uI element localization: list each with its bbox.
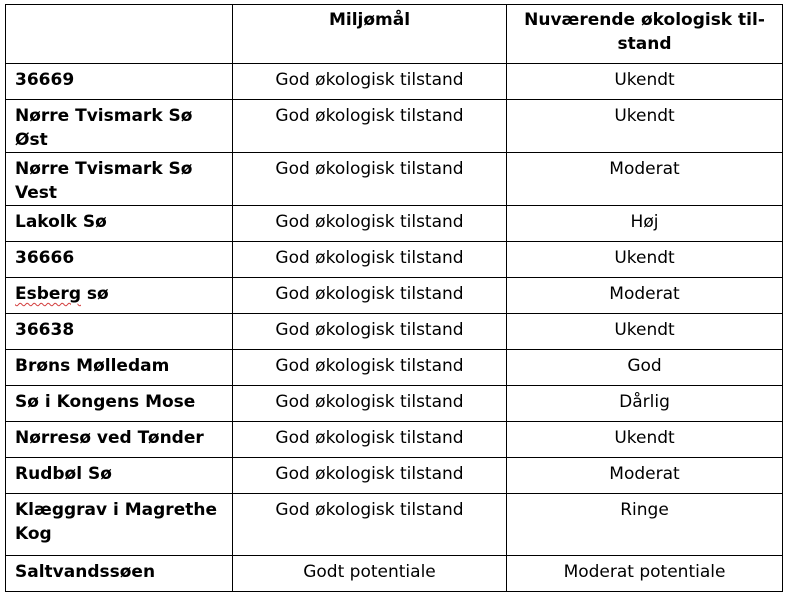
spellcheck-flagged-word: Esberg bbox=[15, 284, 81, 304]
ecological-status: God bbox=[507, 350, 783, 386]
header-name bbox=[6, 5, 233, 64]
table-row bbox=[6, 386, 783, 422]
lake-name: Sø i Kongens Mose bbox=[6, 386, 233, 422]
ecological-status: Moderat potentiale bbox=[507, 556, 783, 592]
lake-name: 36638 bbox=[6, 314, 233, 350]
table-row bbox=[6, 153, 783, 206]
environment-goal: Godt potentiale bbox=[233, 556, 507, 592]
ecological-status: Høj bbox=[507, 206, 783, 242]
environment-goal: God økologisk tilstand bbox=[233, 386, 507, 422]
lake-name: 36666 bbox=[6, 242, 233, 278]
table-row bbox=[6, 64, 783, 100]
table-row bbox=[6, 278, 783, 314]
lake-name: Nørre Tvismark Sø Øst bbox=[6, 100, 233, 153]
ecological-status: Dårlig bbox=[507, 386, 783, 422]
ecological-status: Ukendt bbox=[507, 422, 783, 458]
lake-name: Lakolk Sø bbox=[6, 206, 233, 242]
environment-goal: God økologisk tilstand bbox=[233, 494, 507, 556]
environment-goal: God økologisk tilstand bbox=[233, 350, 507, 386]
table-row bbox=[6, 458, 783, 494]
lake-name: Brøns Mølledam bbox=[6, 350, 233, 386]
table-row bbox=[6, 242, 783, 278]
environment-goal: God økologisk tilstand bbox=[233, 278, 507, 314]
table-row bbox=[6, 494, 783, 556]
lake-name: Nørresø ved Tønder bbox=[6, 422, 233, 458]
table-row bbox=[6, 314, 783, 350]
environment-goal: God økologisk tilstand bbox=[233, 100, 507, 153]
lake-name: Saltvandssøen bbox=[6, 556, 233, 592]
environment-goal: God økologisk tilstand bbox=[233, 314, 507, 350]
environment-goal: God økologisk tilstand bbox=[233, 458, 507, 494]
table-row bbox=[6, 556, 783, 592]
environment-goal: God økologisk tilstand bbox=[233, 242, 507, 278]
ecological-status: Ukendt bbox=[507, 314, 783, 350]
lake-name-rest: sø bbox=[80, 284, 109, 304]
header-status: Nuværende økologisk til-stand bbox=[507, 5, 783, 64]
environment-goal: God økologisk tilstand bbox=[233, 422, 507, 458]
ecological-status: Ukendt bbox=[507, 242, 783, 278]
lake-status-table bbox=[5, 4, 783, 592]
table-row bbox=[6, 100, 783, 153]
lake-name: Klæggrav i Magrethe Kog bbox=[6, 494, 233, 556]
ecological-status: Moderat bbox=[507, 458, 783, 494]
environment-goal: God økologisk tilstand bbox=[233, 153, 507, 206]
ecological-status: Ukendt bbox=[507, 100, 783, 153]
lake-name: Rudbøl Sø bbox=[6, 458, 233, 494]
table-row bbox=[6, 206, 783, 242]
ecological-status: Ukendt bbox=[507, 64, 783, 100]
ecological-status: Moderat bbox=[507, 153, 783, 206]
lake-name: 36669 bbox=[6, 64, 233, 100]
header-goal: Miljømål bbox=[233, 5, 507, 64]
ecological-status: Ringe bbox=[507, 494, 783, 556]
environment-goal: God økologisk tilstand bbox=[233, 64, 507, 100]
lake-name: Nørre Tvismark Sø Vest bbox=[6, 153, 233, 206]
table-row bbox=[6, 422, 783, 458]
lake-name bbox=[6, 278, 233, 314]
environment-goal: God økologisk tilstand bbox=[233, 206, 507, 242]
ecological-status: Moderat bbox=[507, 278, 783, 314]
header-row bbox=[6, 5, 783, 64]
table-row bbox=[6, 350, 783, 386]
